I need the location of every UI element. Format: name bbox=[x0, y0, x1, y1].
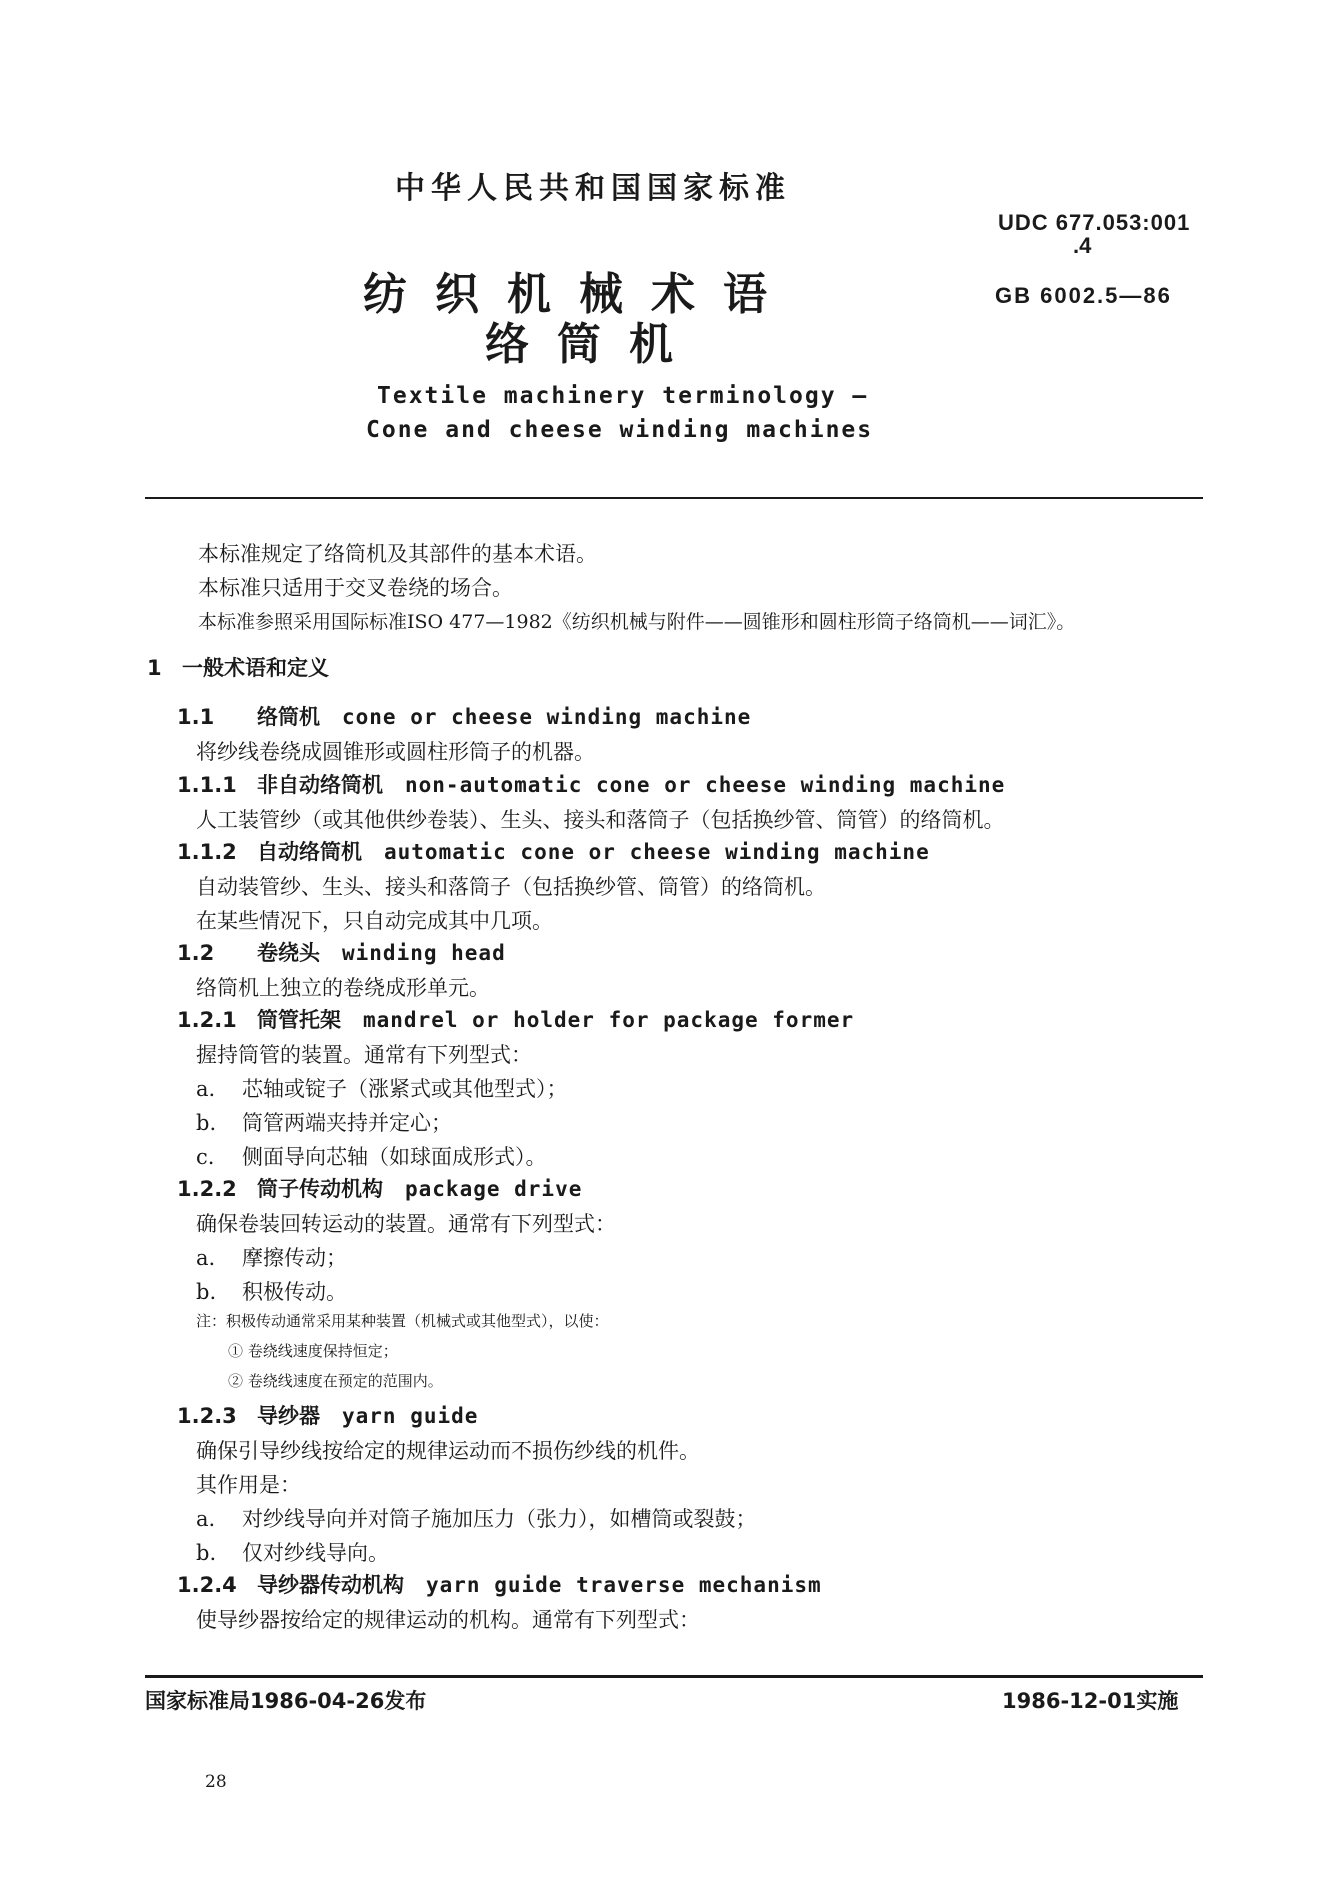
term-1-2-4 bbox=[177, 1569, 822, 1599]
term-cn: 卷绕头 bbox=[257, 941, 320, 965]
gb-standard-code: GB 6002.5—86 bbox=[995, 283, 1172, 308]
term-en: package drive bbox=[405, 1177, 583, 1201]
udc-code: UDC 677.053:001 bbox=[998, 210, 1191, 235]
term-cn: 非自动络筒机 bbox=[257, 773, 383, 797]
term-en: non-automatic cone or cheese winding machine bbox=[405, 773, 1006, 797]
term-en: winding head bbox=[342, 941, 506, 965]
intro-line-2: 本标准只适用于交叉卷绕的场合。 bbox=[198, 576, 513, 600]
list-text: 仅对纱线导向。 bbox=[242, 1541, 389, 1565]
list-marker: a. bbox=[196, 1077, 216, 1101]
title-cn-line1: 纺织机械术语 bbox=[363, 269, 795, 320]
list-marker: b. bbox=[196, 1111, 217, 1135]
list-item bbox=[196, 1503, 757, 1533]
intro-line-3: 本标准参照采用国际标准ISO 477—1982《纺织机械与附件——圆锥形和圆柱形筒子络筒机——词汇》。 bbox=[198, 611, 1076, 633]
term-en: yarn guide traverse mechanism bbox=[426, 1573, 822, 1597]
definition: 络筒机上独立的卷绕成形单元。 bbox=[196, 976, 490, 1000]
list-item bbox=[196, 1107, 452, 1137]
term-cn: 筒子传动机构 bbox=[257, 1177, 383, 1201]
intro-line-1: 本标准规定了络筒机及其部件的基本术语。 bbox=[198, 542, 597, 566]
term-number: 1.2.4 bbox=[177, 1573, 237, 1597]
list-item bbox=[196, 1276, 347, 1306]
definition: 握持筒管的装置。通常有下列型式： bbox=[196, 1043, 532, 1067]
term-1-2-1 bbox=[177, 1004, 854, 1034]
title-en-line2: Cone and cheese winding machines bbox=[366, 417, 874, 443]
term-number: 1.2.1 bbox=[177, 1008, 237, 1032]
term-en: yarn guide bbox=[342, 1404, 479, 1428]
page-number: 28 bbox=[205, 1772, 227, 1792]
udc-code-suffix: .4 bbox=[1073, 233, 1092, 258]
term-cn: 络筒机 bbox=[257, 705, 320, 729]
list-text: 芯轴或锭子（涨紧式或其他型式）； bbox=[242, 1077, 568, 1101]
list-text: 对纱线导向并对筒子施加压力（张力），如槽筒或裂鼓； bbox=[242, 1507, 757, 1531]
definition: 在某些情况下，只自动完成其中几项。 bbox=[196, 909, 553, 933]
list-text: 摩擦传动； bbox=[242, 1246, 347, 1270]
list-item bbox=[196, 1073, 568, 1103]
term-number: 1.2 bbox=[177, 941, 215, 965]
header-divider bbox=[145, 497, 1203, 499]
section-title: 一般术语和定义 bbox=[182, 656, 329, 680]
list-marker: a. bbox=[196, 1246, 216, 1270]
definition: 自动装管纱、生头、接头和落筒子（包括换纱管、筒管）的络筒机。 bbox=[196, 875, 826, 899]
term-1-2 bbox=[177, 937, 506, 967]
definition: 使导纱器按给定的规律运动的机构。通常有下列型式： bbox=[196, 1608, 700, 1632]
term-number: 1.1.2 bbox=[177, 840, 237, 864]
term-number: 1.1 bbox=[177, 705, 215, 729]
list-marker: a. bbox=[196, 1507, 216, 1531]
list-marker: c. bbox=[196, 1145, 215, 1169]
term-cn: 导纱器传动机构 bbox=[257, 1573, 404, 1597]
term-en: cone or cheese winding machine bbox=[342, 705, 752, 729]
list-marker: b. bbox=[196, 1541, 217, 1565]
definition: 确保引导纱线按给定的规律运动而不损伤纱线的机件。 bbox=[196, 1439, 700, 1463]
term-cn: 导纱器 bbox=[257, 1404, 320, 1428]
term-1-2-3 bbox=[177, 1400, 478, 1430]
footer-divider bbox=[145, 1675, 1203, 1678]
term-1-1-1 bbox=[177, 769, 1005, 799]
issue-date: 国家标准局1986-04-26发布 bbox=[145, 1689, 427, 1713]
term-cn: 自动络筒机 bbox=[257, 840, 362, 864]
list-item bbox=[196, 1141, 547, 1171]
list-text: 积极传动。 bbox=[242, 1280, 347, 1304]
term-cn: 筒管托架 bbox=[257, 1008, 341, 1032]
term-1-2-2 bbox=[177, 1173, 582, 1203]
term-1-1 bbox=[177, 701, 751, 731]
list-item bbox=[196, 1537, 389, 1567]
term-1-1-2 bbox=[177, 836, 930, 866]
section-number: 1 bbox=[147, 656, 162, 680]
list-item bbox=[196, 1242, 347, 1272]
list-text: 筒管两端夹持并定心； bbox=[242, 1111, 452, 1135]
title-en-line1: Textile machinery terminology — bbox=[377, 383, 869, 409]
definition: 将纱线卷绕成圆锥形或圆柱形筒子的机器。 bbox=[196, 740, 595, 764]
title-cn-line2: 络筒机 bbox=[485, 319, 701, 370]
term-number: 1.2.3 bbox=[177, 1404, 237, 1428]
effective-date: 1986-12-01实施 bbox=[1002, 1689, 1179, 1713]
definition: 其作用是： bbox=[196, 1473, 301, 1497]
national-standard-heading: 中华人民共和国国家标准 bbox=[395, 171, 791, 206]
term-en: automatic cone or cheese winding machine bbox=[384, 840, 930, 864]
note-item: ② 卷绕线速度在预定的范围内。 bbox=[228, 1372, 443, 1390]
definition: 人工装管纱（或其他供纱卷装）、生头、接头和落筒子（包括换纱管、筒管）的络筒机。 bbox=[196, 808, 1005, 832]
note: 注：积极传动通常采用某种装置（机械式或其他型式），以使： bbox=[196, 1312, 609, 1330]
section-heading bbox=[147, 652, 329, 682]
definition: 确保卷装回转运动的装置。通常有下列型式： bbox=[196, 1212, 616, 1236]
term-number: 1.1.1 bbox=[177, 773, 237, 797]
list-text: 侧面导向芯轴（如球面成形式）。 bbox=[242, 1145, 547, 1169]
note-item: ① 卷绕线速度保持恒定； bbox=[228, 1342, 398, 1360]
term-en: mandrel or holder for package former bbox=[363, 1008, 855, 1032]
list-marker: b. bbox=[196, 1280, 217, 1304]
term-number: 1.2.2 bbox=[177, 1177, 237, 1201]
